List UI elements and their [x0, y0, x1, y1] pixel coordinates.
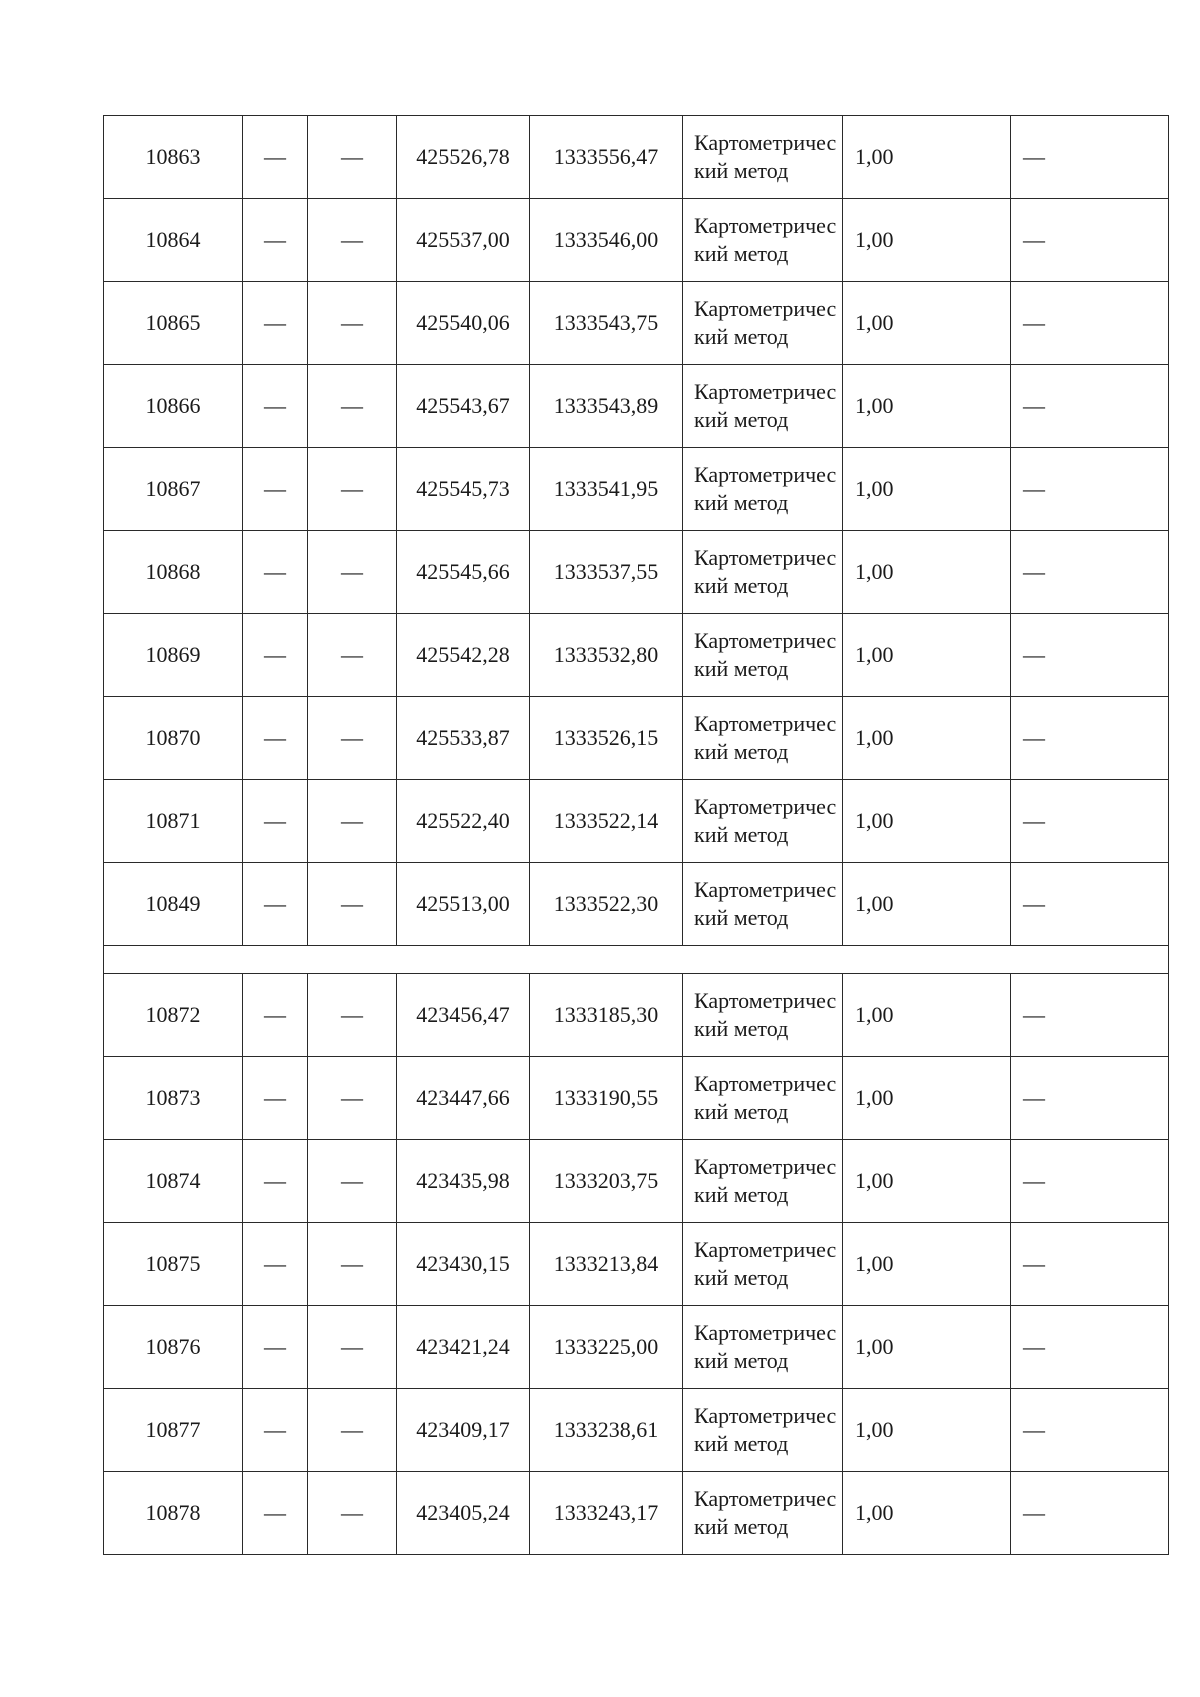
- empty-dash-cell: —: [243, 531, 308, 614]
- method-cell: Картометрический метод: [683, 863, 843, 946]
- empty-dash-cell: —: [243, 780, 308, 863]
- separator-row: [104, 946, 1169, 974]
- empty-dash-cell: —: [308, 1140, 397, 1223]
- table-row: [104, 1140, 1169, 1223]
- method-cell: Картометрический метод: [683, 1472, 843, 1555]
- coordinate-x-cell: 425537,00: [397, 199, 530, 282]
- coordinate-x-cell: 423447,66: [397, 1057, 530, 1140]
- method-cell: Картометрический метод: [683, 1140, 843, 1223]
- coordinate-y-cell: 1333543,89: [530, 365, 683, 448]
- empty-dash-cell: —: [243, 974, 308, 1057]
- coordinate-x-cell: 425513,00: [397, 863, 530, 946]
- coordinate-x-cell: 423421,24: [397, 1306, 530, 1389]
- empty-dash-cell: —: [243, 448, 308, 531]
- empty-dash-cell: —: [308, 614, 397, 697]
- coordinate-x-cell: 425545,66: [397, 531, 530, 614]
- coordinate-y-cell: 1333225,00: [530, 1306, 683, 1389]
- table-row: [104, 614, 1169, 697]
- table-row: [104, 1306, 1169, 1389]
- method-cell: Картометрический метод: [683, 199, 843, 282]
- empty-dash-cell: —: [1011, 531, 1169, 614]
- method-cell: Картометрический метод: [683, 365, 843, 448]
- empty-dash-cell: —: [308, 697, 397, 780]
- empty-dash-cell: —: [1011, 863, 1169, 946]
- coordinate-x-cell: 425542,28: [397, 614, 530, 697]
- point-number-cell: 10878: [104, 1472, 243, 1555]
- empty-dash-cell: —: [1011, 282, 1169, 365]
- point-number-cell: 10865: [104, 282, 243, 365]
- point-number-cell: 10877: [104, 1389, 243, 1472]
- empty-dash-cell: —: [308, 780, 397, 863]
- empty-dash-cell: —: [1011, 614, 1169, 697]
- method-cell: Картометрический метод: [683, 1306, 843, 1389]
- empty-dash-cell: —: [1011, 1223, 1169, 1306]
- empty-dash-cell: —: [243, 1057, 308, 1140]
- empty-dash-cell: —: [243, 1472, 308, 1555]
- coordinate-y-cell: 1333203,75: [530, 1140, 683, 1223]
- empty-dash-cell: —: [308, 1472, 397, 1555]
- table-row: [104, 1472, 1169, 1555]
- empty-dash-cell: —: [243, 614, 308, 697]
- coordinate-y-cell: 1333556,47: [530, 116, 683, 199]
- coordinate-x-cell: 425540,06: [397, 282, 530, 365]
- separator-cell: [104, 946, 1169, 974]
- method-cell: Картометрический метод: [683, 697, 843, 780]
- coordinate-x-cell: 425543,67: [397, 365, 530, 448]
- accuracy-cell: 1,00: [843, 1057, 1011, 1140]
- table-row: [104, 116, 1169, 199]
- empty-dash-cell: —: [308, 199, 397, 282]
- empty-dash-cell: —: [1011, 365, 1169, 448]
- coordinate-x-cell: 423456,47: [397, 974, 530, 1057]
- coordinate-y-cell: 1333537,55: [530, 531, 683, 614]
- table-row: [104, 863, 1169, 946]
- table-row: [104, 531, 1169, 614]
- empty-dash-cell: —: [243, 697, 308, 780]
- table-body: [104, 116, 1169, 1555]
- table-row: [104, 282, 1169, 365]
- coordinate-y-cell: 1333238,61: [530, 1389, 683, 1472]
- coordinate-y-cell: 1333546,00: [530, 199, 683, 282]
- point-number-cell: 10868: [104, 531, 243, 614]
- point-number-cell: 10867: [104, 448, 243, 531]
- method-cell: Картометрический метод: [683, 448, 843, 531]
- empty-dash-cell: —: [1011, 1057, 1169, 1140]
- accuracy-cell: 1,00: [843, 1472, 1011, 1555]
- coordinate-y-cell: 1333543,75: [530, 282, 683, 365]
- empty-dash-cell: —: [1011, 199, 1169, 282]
- table-row: [104, 199, 1169, 282]
- empty-dash-cell: —: [308, 974, 397, 1057]
- coordinate-y-cell: 1333213,84: [530, 1223, 683, 1306]
- empty-dash-cell: —: [243, 863, 308, 946]
- accuracy-cell: 1,00: [843, 614, 1011, 697]
- accuracy-cell: 1,00: [843, 531, 1011, 614]
- empty-dash-cell: —: [243, 365, 308, 448]
- empty-dash-cell: —: [1011, 1389, 1169, 1472]
- coordinate-x-cell: 423405,24: [397, 1472, 530, 1555]
- coordinate-y-cell: 1333522,30: [530, 863, 683, 946]
- coordinate-x-cell: 425522,40: [397, 780, 530, 863]
- empty-dash-cell: —: [308, 116, 397, 199]
- point-number-cell: 10872: [104, 974, 243, 1057]
- accuracy-cell: 1,00: [843, 199, 1011, 282]
- coordinate-y-cell: 1333532,80: [530, 614, 683, 697]
- empty-dash-cell: —: [308, 365, 397, 448]
- method-cell: Картометрический метод: [683, 974, 843, 1057]
- empty-dash-cell: —: [1011, 780, 1169, 863]
- method-cell: Картометрический метод: [683, 1223, 843, 1306]
- empty-dash-cell: —: [243, 1306, 308, 1389]
- method-cell: Картометрический метод: [683, 1057, 843, 1140]
- empty-dash-cell: —: [308, 1306, 397, 1389]
- point-number-cell: 10875: [104, 1223, 243, 1306]
- empty-dash-cell: —: [1011, 697, 1169, 780]
- table-row: [104, 974, 1169, 1057]
- empty-dash-cell: —: [308, 1389, 397, 1472]
- accuracy-cell: 1,00: [843, 780, 1011, 863]
- point-number-cell: 10849: [104, 863, 243, 946]
- point-number-cell: 10874: [104, 1140, 243, 1223]
- point-number-cell: 10876: [104, 1306, 243, 1389]
- method-cell: Картометрический метод: [683, 282, 843, 365]
- table-row: [104, 1389, 1169, 1472]
- table-row: [104, 1223, 1169, 1306]
- point-number-cell: 10866: [104, 365, 243, 448]
- coordinate-y-cell: 1333522,14: [530, 780, 683, 863]
- accuracy-cell: 1,00: [843, 697, 1011, 780]
- empty-dash-cell: —: [1011, 1140, 1169, 1223]
- point-number-cell: 10873: [104, 1057, 243, 1140]
- coordinate-y-cell: 1333243,17: [530, 1472, 683, 1555]
- empty-dash-cell: —: [1011, 1306, 1169, 1389]
- accuracy-cell: 1,00: [843, 1140, 1011, 1223]
- empty-dash-cell: —: [308, 863, 397, 946]
- table-row: [104, 448, 1169, 531]
- coordinates-table: [103, 115, 1169, 1555]
- accuracy-cell: 1,00: [843, 1223, 1011, 1306]
- coordinate-x-cell: 425533,87: [397, 697, 530, 780]
- accuracy-cell: 1,00: [843, 282, 1011, 365]
- table-row: [104, 1057, 1169, 1140]
- empty-dash-cell: —: [243, 199, 308, 282]
- empty-dash-cell: —: [1011, 974, 1169, 1057]
- empty-dash-cell: —: [243, 282, 308, 365]
- empty-dash-cell: —: [308, 1057, 397, 1140]
- coordinate-x-cell: 423409,17: [397, 1389, 530, 1472]
- table-row: [104, 365, 1169, 448]
- accuracy-cell: 1,00: [843, 974, 1011, 1057]
- point-number-cell: 10869: [104, 614, 243, 697]
- coordinate-y-cell: 1333541,95: [530, 448, 683, 531]
- accuracy-cell: 1,00: [843, 1389, 1011, 1472]
- coordinate-x-cell: 423430,15: [397, 1223, 530, 1306]
- empty-dash-cell: —: [308, 1223, 397, 1306]
- empty-dash-cell: —: [243, 1140, 308, 1223]
- accuracy-cell: 1,00: [843, 116, 1011, 199]
- empty-dash-cell: —: [243, 1389, 308, 1472]
- empty-dash-cell: —: [308, 282, 397, 365]
- coordinate-x-cell: 423435,98: [397, 1140, 530, 1223]
- empty-dash-cell: —: [1011, 1472, 1169, 1555]
- empty-dash-cell: —: [308, 531, 397, 614]
- method-cell: Картометрический метод: [683, 614, 843, 697]
- coordinate-y-cell: 1333526,15: [530, 697, 683, 780]
- accuracy-cell: 1,00: [843, 863, 1011, 946]
- table-row: [104, 697, 1169, 780]
- accuracy-cell: 1,00: [843, 1306, 1011, 1389]
- method-cell: Картометрический метод: [683, 780, 843, 863]
- coordinate-y-cell: 1333185,30: [530, 974, 683, 1057]
- empty-dash-cell: —: [1011, 116, 1169, 199]
- point-number-cell: 10864: [104, 199, 243, 282]
- method-cell: Картометрический метод: [683, 116, 843, 199]
- point-number-cell: 10870: [104, 697, 243, 780]
- empty-dash-cell: —: [1011, 448, 1169, 531]
- empty-dash-cell: —: [308, 448, 397, 531]
- coordinate-y-cell: 1333190,55: [530, 1057, 683, 1140]
- table-row: [104, 780, 1169, 863]
- empty-dash-cell: —: [243, 1223, 308, 1306]
- coordinate-x-cell: 425526,78: [397, 116, 530, 199]
- point-number-cell: 10871: [104, 780, 243, 863]
- coordinate-x-cell: 425545,73: [397, 448, 530, 531]
- accuracy-cell: 1,00: [843, 365, 1011, 448]
- method-cell: Картометрический метод: [683, 531, 843, 614]
- empty-dash-cell: —: [243, 116, 308, 199]
- accuracy-cell: 1,00: [843, 448, 1011, 531]
- point-number-cell: 10863: [104, 116, 243, 199]
- method-cell: Картометрический метод: [683, 1389, 843, 1472]
